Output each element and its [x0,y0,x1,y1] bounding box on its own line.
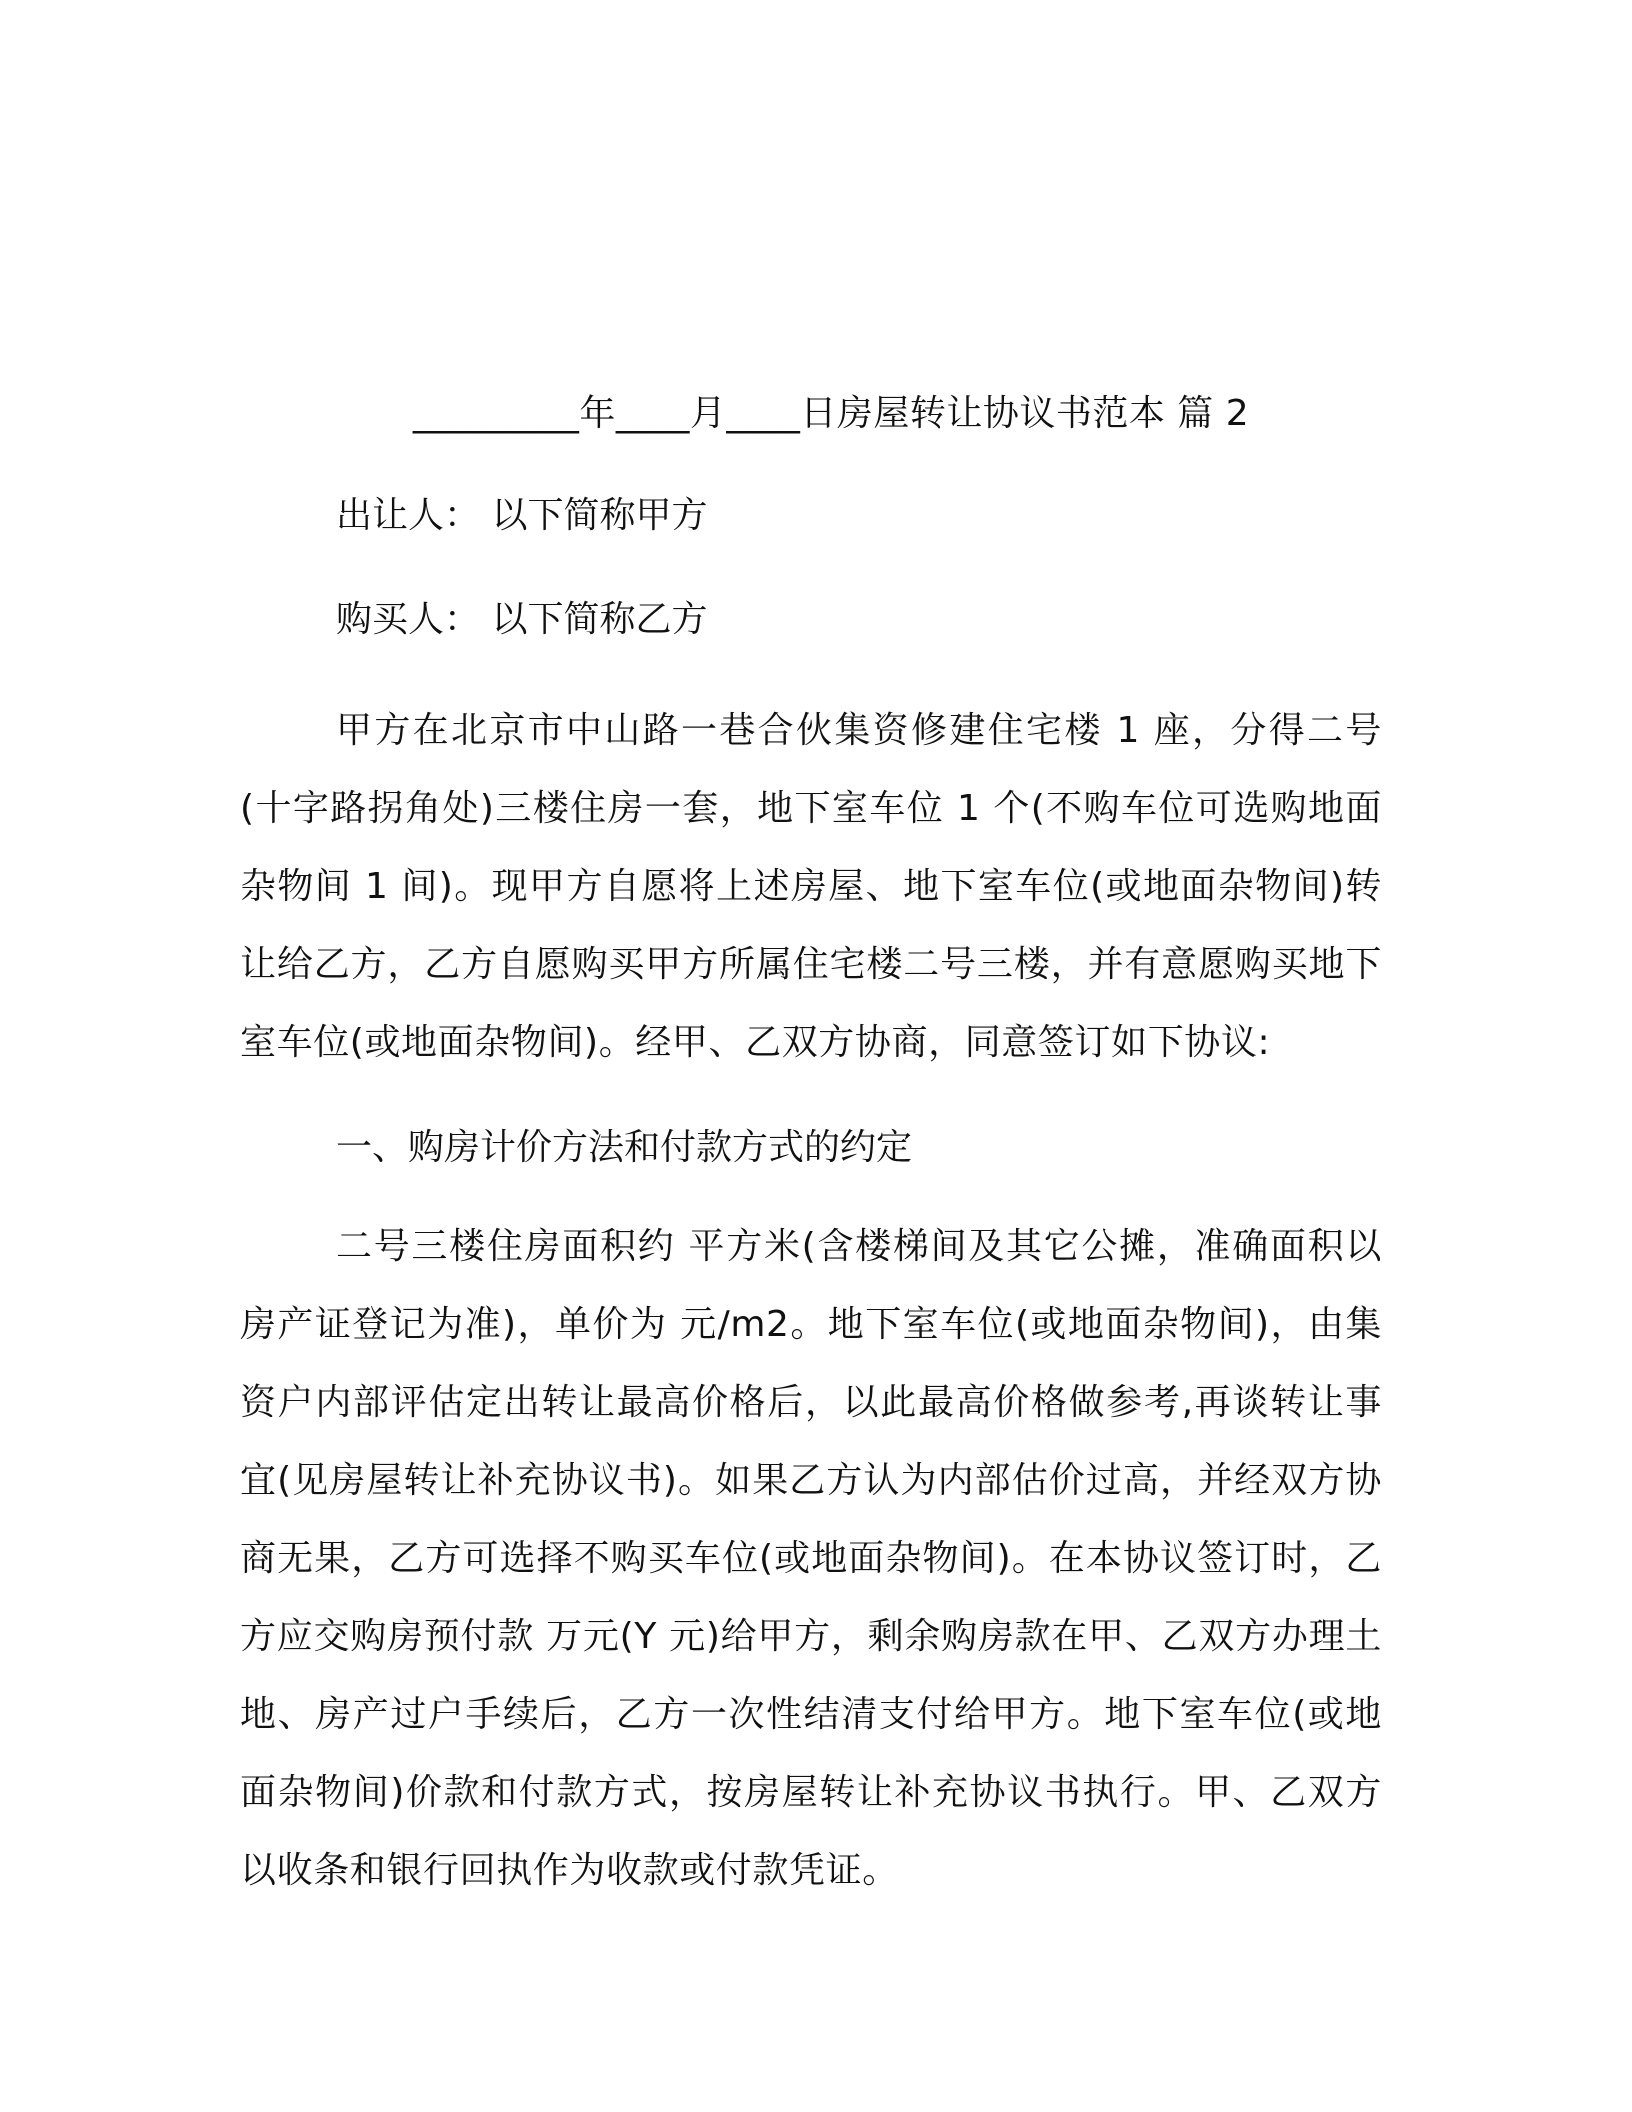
document-title: _________年____月____日房屋转让协议书范本 篇 2 [412,393,1250,434]
buyer-line: 购买人： 以下简称乙方 [336,599,708,640]
document-body [240,382,1382,1910]
section-1-heading: 一、购房计价方法和付款方式的约定 [336,1127,913,1168]
seller-line: 出让人： 以下简称甲方 [336,495,708,536]
section-1-paragraph: 二号三楼住房面积约 平方米(含楼梯间及其它公摊，准确面积以房产证登记为准)，单价为 元/m2。地下室车位(或地面杂物间)，由集资户内部评估定出转让最高价格后，以此最高价格做参考,再谈转让事宜(见房屋转让补充协议书)。如果乙方认为内部估价过高，并经双方协商无果，乙方可选择不购买车位(或地面杂物间)。在本协议签订时，乙方应交购房预付款 万元(Y 元)给甲方，剩余购房款在甲、乙双方办理土地、房产过户手续后，乙方一次性结清支付给甲方。地下室车位(或地面杂物间)价款和付款方式，按房屋转让补充协议书执行。甲、乙双方以收条和银行回执作为收款或付款凭证。 [240,1226,1382,1891]
intro-paragraph: 甲方在北京市中山路一巷合伙集资修建住宅楼 1 座，分得二号(十字路拐角处)三楼住房一套，地下室车位 1 个(不购车位可选购地面杂物间 1 间)。现甲方自愿将上述房屋、地下室车位(或地面杂物间)转让给乙方，乙方自愿购买甲方所属住宅楼二号三楼，并有意愿购买地下室车位(或地面杂物间)。经甲、乙双方协商，同意签订如下协议: [240,710,1382,1063]
